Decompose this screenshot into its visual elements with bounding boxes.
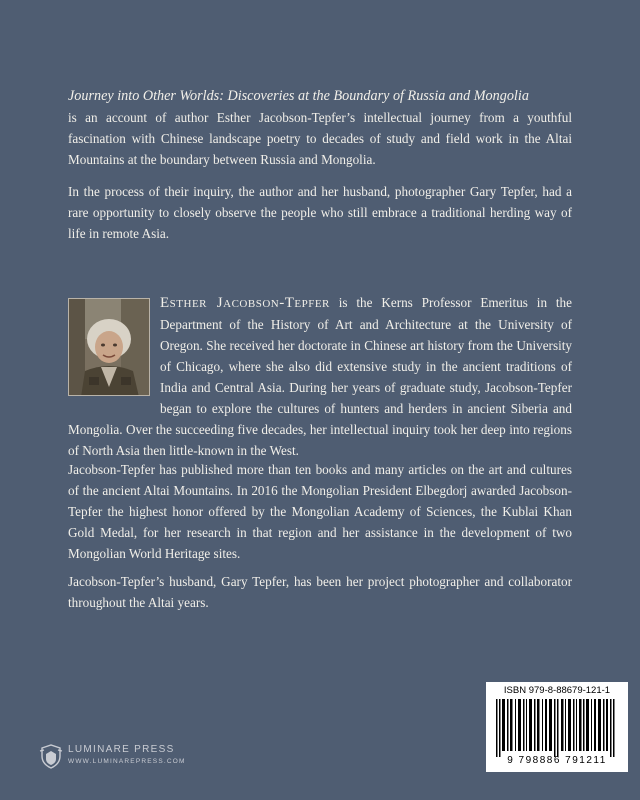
intro-text: is an account of author Esther Jacobson-Tepfer’s intellectual journey from a youthful fascination with Chinese landscape poetry to decades of study and field work in the Altai Mountains at the boundary between Russia and Mongolia. xyxy=(68,110,572,167)
husband-paragraph: Jacobson-Tepfer’s husband, Gary Tepfer, has been her project photographer and collaborator throughout the Altai years. xyxy=(68,574,572,610)
isbn-number: ISBN 979-8-88679-121-1 xyxy=(503,685,611,696)
isbn-barcode xyxy=(486,682,628,772)
author-bio-text: is the Kerns Professor Emeritus in the Department of the History of Art and Architecture at the University of Oregon. She received her doctorate in Chinese art history from the University of Chicago, where she also did extensive study in the ancient traditions of India and Central Asia. During her years of graduate study, Jacobson-Tepfer began to explore the cultures of hunters and herders in ancient Siberia and Mongolia. Over the succeeding five decades, her intellectual inquiry took her deep into regions of North Asia then little-known in the West. xyxy=(68,295,572,458)
publisher-name: LUMINARE PRESS xyxy=(68,744,175,755)
author-bio xyxy=(68,292,572,461)
book-title: Journey into Other Worlds: Discoveries at the Boundary of Russia and Mongolia xyxy=(68,88,529,104)
publications-paragraph: Jacobson-Tepfer has published more than ten books and many articles on the art and cultures of the ancient Altai Mountains. In 2016 the Mongolian President Elbegdorj awarded Jacobson-Tepfer the highest honor offered by the Mongolian Academy of Sciences, the Kublai Khan Gold Medal, for her research in that region and her assistance in the development of two Mongolian World Heritage sites. xyxy=(68,462,572,561)
barcode-bars xyxy=(492,699,622,757)
shield-icon xyxy=(38,742,64,770)
publisher-url: WWW.LUMINAREPRESS.COM xyxy=(68,758,186,765)
intro-paragraph xyxy=(68,85,572,170)
author-name: Esther Jacobson-Tepfer xyxy=(160,295,330,311)
barcode-digits: 9 798886 791211 xyxy=(507,755,607,766)
author-photo xyxy=(68,298,150,396)
publisher-logo xyxy=(38,738,238,778)
inquiry-paragraph: In the process of their inquiry, the author and her husband, photographer Gary Tepfer, had a rare opportunity to closely observe the people who still embrace a traditional herding way of life in remote Asia. xyxy=(68,184,572,241)
